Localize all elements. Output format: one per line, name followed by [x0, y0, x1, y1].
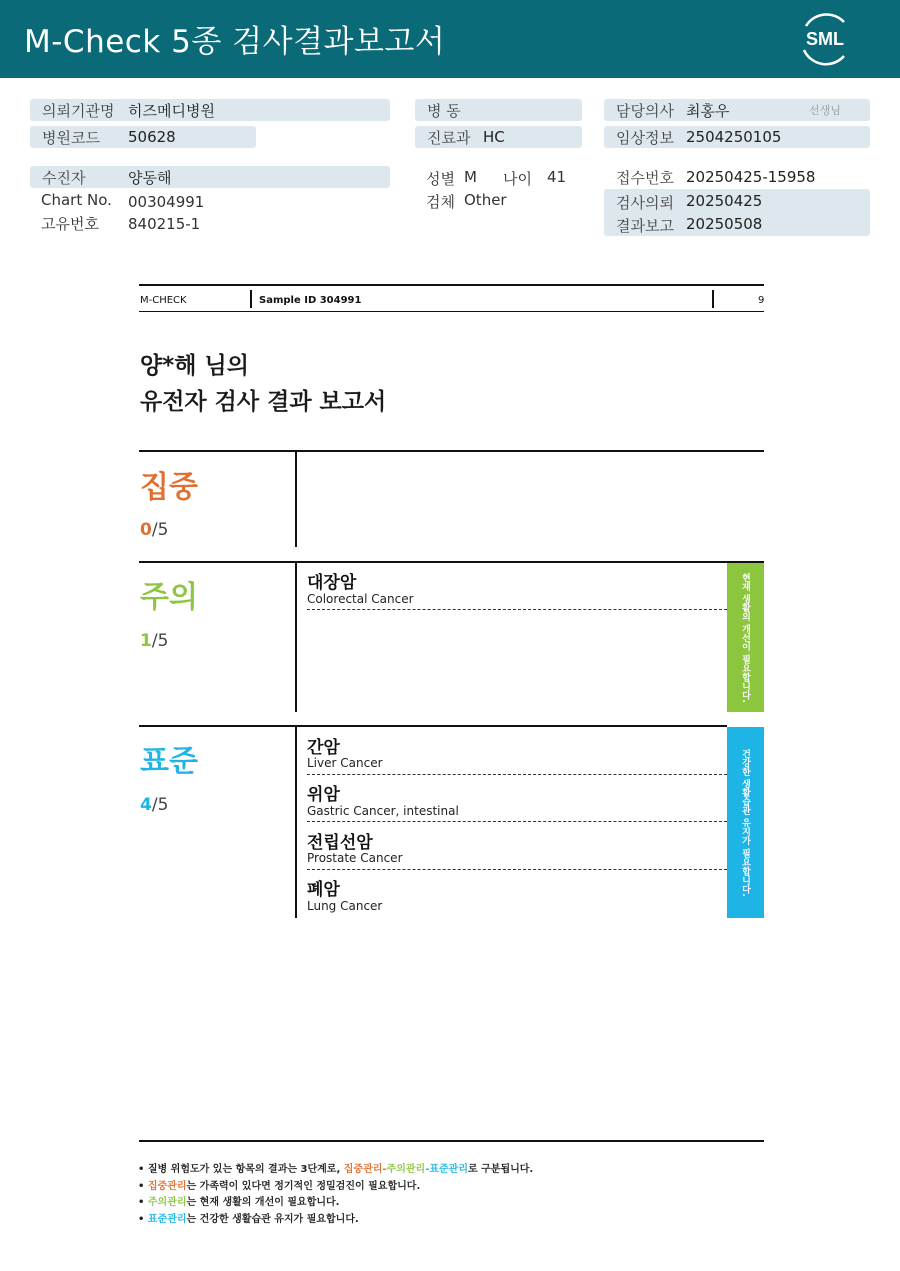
standard-section-name: 표준: [140, 744, 198, 779]
note-4-text: 는 건강한 생활습관 유지가 필요합니다.: [186, 1214, 359, 1225]
institution-value: 히즈메디병원: [128, 101, 215, 120]
caution-section-name: 주의: [140, 580, 198, 615]
standard-item-ko: 위암: [307, 785, 340, 805]
note-1-text-a: 질병 위험도가 있는 항목의 결과는 3단계로,: [147, 1164, 344, 1175]
note-1-sep-2: -: [425, 1164, 430, 1175]
caution-count-total: /5: [151, 631, 169, 651]
clinical-info-label: 임상정보: [616, 128, 674, 147]
caution-side-band: [727, 563, 764, 712]
report-title: M-Check 5종 검사결과보고서: [24, 24, 446, 60]
standard-item-en: Gastric Cancer, intestinal: [307, 804, 459, 818]
patient-value: 양동해: [128, 168, 172, 187]
focus-section-name: 집중: [140, 470, 198, 505]
standard-side-band: [727, 727, 764, 918]
caution-section-count: [140, 631, 168, 651]
standard-section-rule: [139, 725, 727, 727]
greeting-line-1: 양*해 님의: [140, 353, 249, 379]
note-bullet: •: [138, 1214, 148, 1225]
receipt-no-value: 20250425-15958: [686, 168, 816, 186]
report-header: [0, 0, 900, 78]
sheet-divider-2: [712, 290, 714, 308]
standard-section-divider: [295, 727, 297, 918]
doctor-row: [604, 99, 870, 121]
focus-section-rule: [139, 450, 764, 452]
caution-section-rule: [139, 561, 764, 563]
note-3-text: 는 현재 생활의 개선이 필요합니다.: [186, 1197, 340, 1208]
caution-section-divider: [295, 563, 297, 712]
standard-item-ko: 간암: [307, 738, 340, 758]
note-3-key: 주의관리: [147, 1197, 187, 1208]
department-row: [415, 126, 582, 148]
note-4-key: 표준관리: [147, 1214, 187, 1225]
institution-row: [30, 99, 390, 121]
focus-section-count: [140, 520, 168, 540]
caution-side-text: 현재 생활의 개선이 필요합니다.: [740, 572, 750, 703]
standard-item-separator: [307, 869, 727, 870]
sml-logo-icon: [796, 12, 854, 66]
ward-row: [415, 99, 582, 121]
note-1-caution: 주의관리: [386, 1164, 426, 1175]
chart-no-value: 00304991: [128, 193, 205, 211]
note-1-standard: 표준관리: [429, 1164, 468, 1175]
standard-item-ko: 전립선암: [307, 833, 373, 853]
hospital-code-label: 병원코드: [42, 128, 100, 147]
standard-item-en: Liver Cancer: [307, 756, 383, 770]
standard-side-text: 건강한 생활습관 유지가 필요합니다.: [740, 748, 750, 897]
note-bullet: •: [138, 1164, 148, 1175]
chart-no-label: Chart No.: [41, 191, 112, 209]
focus-count-total: /5: [151, 520, 169, 540]
caution-item-separator: [307, 609, 727, 610]
patient-label: 수진자: [42, 168, 86, 187]
note-bullet: •: [138, 1197, 148, 1208]
age-label: 나이: [503, 170, 532, 188]
note-2-text: 는 가족력이 있다면 정기적인 정밀검진이 필요합니다.: [186, 1181, 421, 1192]
dates-block: [604, 189, 870, 236]
note-3: [138, 1193, 339, 1208]
page-number: 9: [758, 295, 765, 306]
age-value: 41: [547, 168, 567, 186]
note-1-focus: 집중관리: [343, 1164, 383, 1175]
caution-item-en: Colorectal Cancer: [307, 592, 414, 606]
sheet-divider-1: [250, 290, 252, 308]
department-label: 진료과: [427, 128, 471, 147]
specimen-value: Other: [464, 191, 507, 209]
standard-item-separator: [307, 821, 727, 822]
clinical-info-value: 2504250105: [686, 128, 782, 146]
unique-no-value: 840215-1: [128, 215, 201, 233]
clinical-info-row: [604, 126, 870, 148]
standard-item-separator: [307, 774, 727, 775]
note-2: [138, 1177, 420, 1192]
patient-row: [30, 166, 390, 188]
test-request-value: 20250425: [686, 192, 763, 210]
doctor-label: 담당의사: [616, 101, 674, 120]
standard-item-ko: 폐암: [307, 880, 340, 900]
hospital-code-row: [30, 126, 256, 148]
note-1-sep-1: -: [382, 1164, 387, 1175]
sex-label: 성별: [426, 170, 455, 188]
specimen-label: 검체: [426, 193, 455, 211]
doctor-value: 최홍우: [686, 101, 730, 120]
standard-section-count: [140, 795, 168, 815]
result-report-label: 결과보고: [616, 217, 674, 235]
caution-item-ko: 대장암: [307, 573, 357, 593]
ward-label: 병 동: [427, 101, 461, 120]
standard-count-total: /5: [151, 795, 169, 815]
standard-item-en: Prostate Cancer: [307, 851, 403, 865]
standard-count-value: 4: [140, 795, 152, 815]
unique-no-label: 고유번호: [41, 215, 99, 233]
receipt-no-label: 접수번호: [616, 168, 674, 187]
sex-value: M: [464, 168, 477, 186]
note-1-text-b: 로 구분됩니다.: [467, 1164, 534, 1175]
doctor-suffix: 선생님: [809, 104, 841, 117]
greeting-line-2: 유전자 검사 결과 보고서: [140, 389, 387, 415]
note-bullet: •: [138, 1181, 148, 1192]
sample-id: Sample ID 304991: [259, 295, 362, 306]
hospital-code-value: 50628: [128, 128, 176, 146]
sheet-header-bottom-rule: [139, 311, 764, 312]
note-1: [138, 1160, 533, 1175]
institution-label: 의뢰기관명: [42, 101, 115, 120]
receipt-no-row: [604, 166, 870, 188]
sheet-brand: M-CHECK: [140, 295, 187, 306]
footer-rule: [139, 1140, 764, 1142]
focus-section-divider: [295, 452, 297, 547]
standard-item-en: Lung Cancer: [307, 899, 383, 913]
focus-count-value: 0: [140, 520, 152, 540]
sheet-top-rule: [139, 284, 764, 286]
test-request-label: 검사의뢰: [616, 194, 674, 212]
logo-text: SML: [806, 29, 844, 49]
result-report-value: 20250508: [686, 215, 763, 233]
note-4: [138, 1210, 359, 1225]
department-value: HC: [483, 128, 505, 146]
note-2-key: 집중관리: [147, 1181, 187, 1192]
caution-count-value: 1: [140, 631, 152, 651]
